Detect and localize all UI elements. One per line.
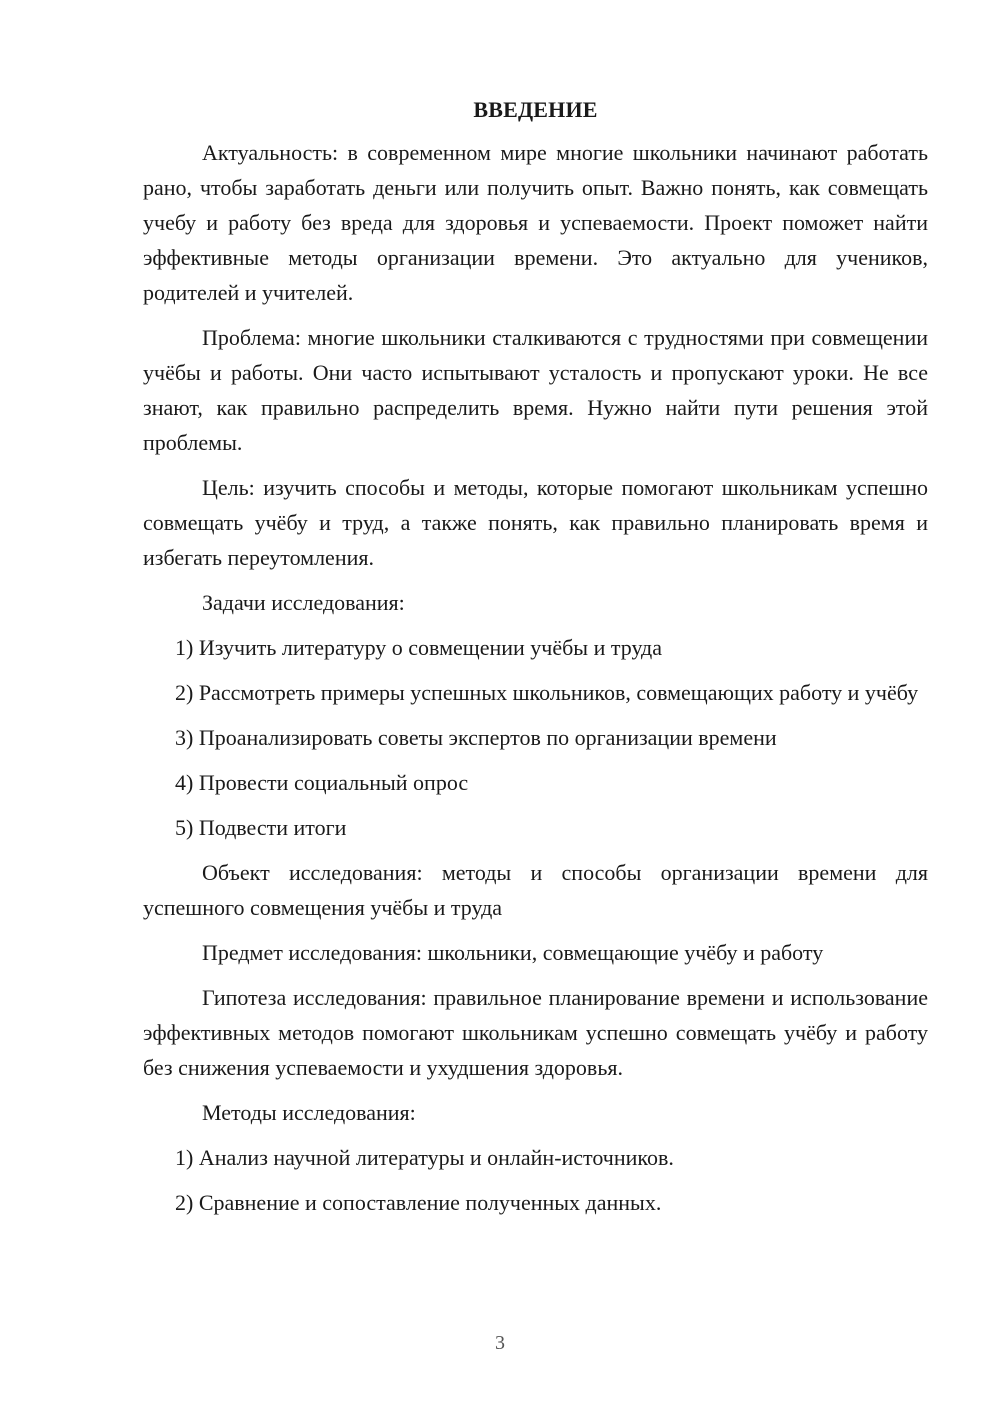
object-paragraph: Объект исследования: методы и способы организации времени для успешного совмещения учёбы и труда [143, 860, 928, 920]
document-page [143, 92, 928, 1230]
task-item: 1) Изучить литературу о совмещении учёбы и труда [175, 635, 663, 660]
task-item: 2) Рассмотреть примеры успешных школьников, совмещающих работу и учёбу [175, 680, 919, 705]
method-item: 1) Анализ научной литературы и онлайн-источников. [175, 1145, 674, 1170]
problem-paragraph: Проблема: многие школьники сталкиваются с трудностями при совмещении учёбы и работы. Они часто испытывают усталость и пропускают уроки. Не все знают, как правильно распределить время. Нужно найти пути решения этой проблемы. [143, 325, 928, 455]
tasks-heading: Задачи исследования: [202, 590, 405, 615]
task-item: 4) Провести социальный опрос [175, 770, 469, 795]
hypothesis-paragraph: Гипотеза исследования: правильное планирование времени и использование эффективных методов помогают школьникам успешно совмещать учёбу и работу без снижения успеваемости и ухудшения здоровья. [143, 985, 928, 1080]
goal-paragraph: Цель: изучить способы и методы, которые помогают школьникам успешно совмещать учёбу и труд, а также понять, как правильно планировать время и избегать переутомления. [143, 475, 928, 570]
subject-paragraph: Предмет исследования: школьники, совмещающие учёбу и работу [202, 940, 824, 965]
methods-heading: Методы исследования: [202, 1100, 416, 1125]
page-number: 3 [495, 1332, 505, 1354]
method-item: 2) Сравнение и сопоставление полученных данных. [175, 1190, 662, 1215]
section-title: ВВЕДЕНИЕ [473, 97, 598, 122]
task-item: 5) Подвести итоги [175, 815, 347, 840]
relevance-paragraph: Актуальность: в современном мире многие школьники начинают работать рано, чтобы заработать деньги или получить опыт. Важно понять, как совмещать учебу и работу без вреда для здоровья и успеваемости. Проект поможет найти эффективные методы организации времени. Это актуально для учеников, родителей и учителей. [143, 140, 928, 305]
task-item: 3) Проанализировать советы экспертов по организации времени [175, 725, 777, 750]
